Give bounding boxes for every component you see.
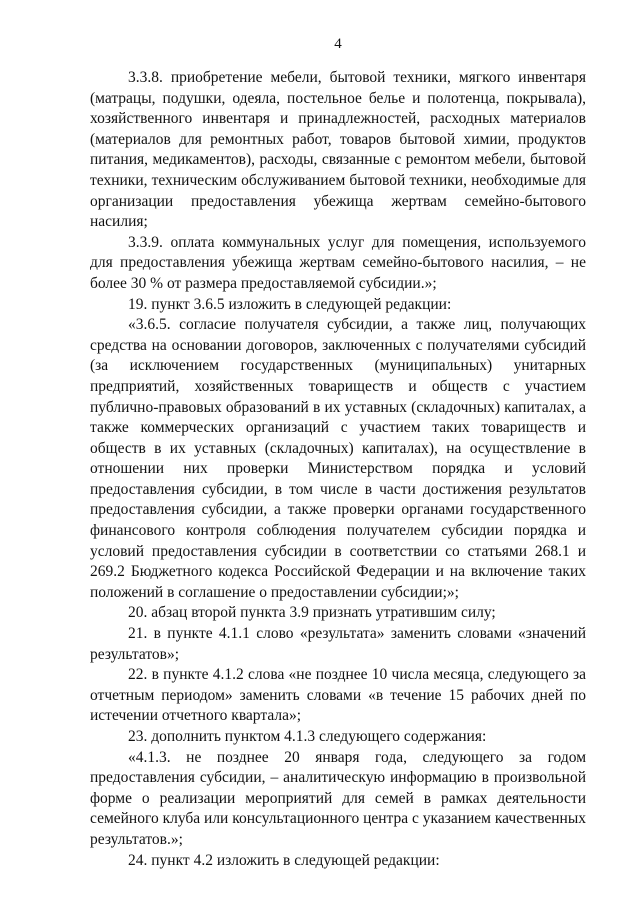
paragraph-4-1-3-quote: «4.1.3. не позднее 20 января года, следующего за годом предоставления субсидии, – аналитическую информацию в произвольной форме о реализации мероприятий для семей в рамках деятельности семейного клуба или консультационного центра с указанием качественных результатов.»; xyxy=(90,748,586,848)
paragraph-item-19: 19. пункт 3.6.5 изложить в следующей редакции: xyxy=(128,295,452,313)
paragraph-item-24: 24. пункт 4.2 изложить в следующей редакции: xyxy=(128,851,440,869)
paragraph-item-22: 22. в пункте 4.1.2 слова «не позднее 10 числа месяца, следующего за отчетным периодом» заменить словами «в течение 15 рабочих дней по истечении отчетного квартала»; xyxy=(90,666,586,725)
paragraph-item-20: 20. абзац второй пункта 3.9 признать утратившим силу; xyxy=(128,604,496,622)
page-number: 4 xyxy=(334,36,342,52)
paragraph-3-3-9: 3.3.9. оплата коммунальных услуг для помещения, используемого для предоставления убежища жертвам семейно-бытового насилия, – не более 30 % от размера предоставляемой субсидии.»; xyxy=(90,233,586,292)
paragraph-3-6-5-quote: «3.6.5. согласие получателя субсидии, а также лиц, получающих средства на основании договоров, заключенных с получателями субсидий (за исключением государственных (муниципальных) унитарных предприятий, хозяйственных товариществ и обществ с участием публично-правовых образований в их уставных (складочных) капиталах, а также коммерческих организаций с участием таких товариществ и обществ в их уставных (складочных) капиталах), на осуществление в отношении них проверки Министерством порядка и условий предоставления субсидии, в том числе в части достижения результатов предоставления субсидии, а также проверки органами государственного финансового контроля соблюдения получателем субсидии порядка и условий предоставления субсидии в соответствии со статьями 268.1 и 269.2 Бюджетного кодекса Российской Федерации и на включение таких положений в соглашение о предоставлении субсидии;»; xyxy=(90,316,586,601)
paragraph-item-23: 23. дополнить пунктом 4.1.3 следующего содержания: xyxy=(128,728,487,745)
paragraph-3-3-8: 3.3.8. приобретение мебели, бытовой техники, мягкого инвентаря (матрацы, подушки, одеяла, постельное белье и полотенца, покрывала), хозяйственного инвентаря и принадлежностей, расходных материалов (материалов для ремонтных работ, товаров бытовой химии, продуктов питания, медикаментов), расходы, связанные с ремонтом мебели, бытовой техники, техническим обслуживанием бытовой техники, необходимые для организации предоставления убежища жертвам семейно-бытового насилия; xyxy=(90,69,586,231)
paragraph-item-21: 21. в пункте 4.1.1 слово «результата» заменить словами «значений результатов»; xyxy=(90,625,586,663)
